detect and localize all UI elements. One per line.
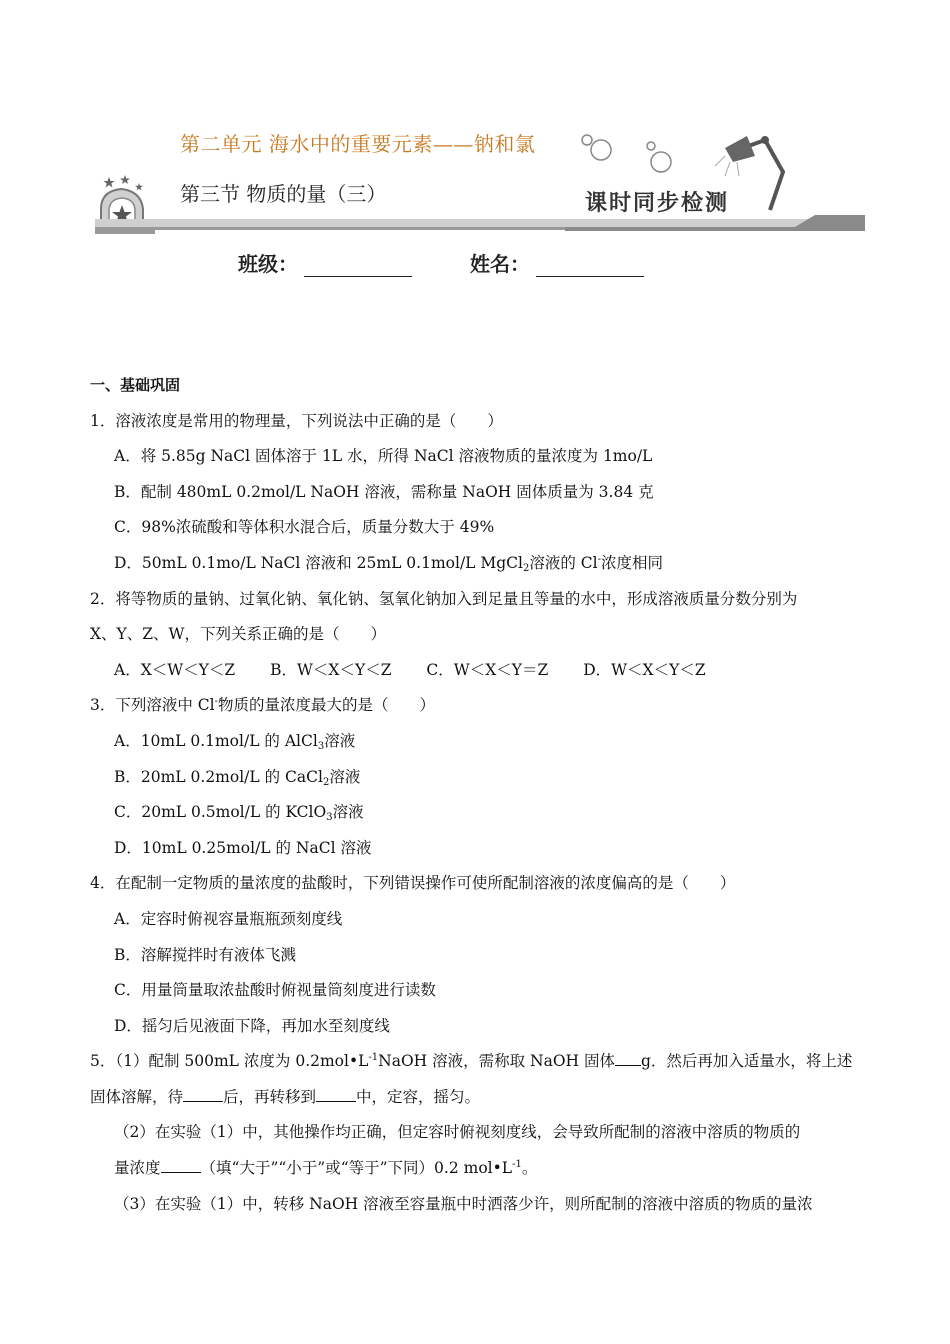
question-5-part-3-line-1: （3）在实验（1）中，转移 NaOH 溶液至容量瓶中时洒落少许，则所配制的溶液中溶质的物质的量浓 [114,1194,813,1213]
name-field[interactable] [470,248,644,277]
question-2-options [90,653,865,689]
question-2-option-c: C．W＜X＜Y＝Z [426,660,549,679]
question-2-stem-line-2: X、Y、Z、W，下列关系正确的是（ ） [90,625,386,644]
question-4-stem: 4．在配制一定物质的量浓度的盐酸时，下列错误操作可使所配制溶液的浓度偏高的是（ ） [90,874,736,893]
question-4-option-c: C．用量筒量取浓盐酸时俯视量筒刻度进行读数 [114,981,436,1000]
question-3-stem: 3．下列溶液中 Cl-物质的量浓度最大的是（ ） [90,696,436,715]
question-5-part-1-line-1: 5．（1）配制 500mL 浓度为 $0.2mol•L^{-1}NaOH$ 溶液，需称取 NaOH 固体 g．然后再加入适量水，将上述 [90,1052,853,1071]
question-5-part-2-line-1: （2）在实验（1）中，其他操作均正确，但定容时俯视刻度线，会导致所配制的溶液中溶质的物质的 [114,1123,801,1142]
section-heading: 一、基础巩固 [90,376,181,394]
question-2-stem-line-1: 2．将等物质的量钠、过氧化钠、氧化钠、氢氧化钠加入到足量且等量的水中，形成溶液质量分数分别为 [90,589,798,608]
question-3-option-d: D．10mL 0.25mol/L 的 NaCl 溶液 [114,838,372,857]
question-3-option-c: C．20mL 0.5mol/L 的 KClO$_3$溶液 [114,803,364,824]
section-title: 第三节 物质的量（三） [180,182,387,206]
question-1-option-d: D．50mL 0.1mo/L NaCl 溶液和 25mL 0.1mol/L MgCl$_2$溶液的 Cl-浓度相同 [114,553,664,574]
name-blank[interactable] [536,254,644,277]
question-4-option-b: B．溶解搅拌时有液体飞溅 [114,945,296,964]
question-1-option-b: B．配制 480mL 0.2mol/L NaOH 溶液，需称量 NaOH 固体质量为 3.84 克 [114,482,654,501]
answer-blank[interactable] [615,1051,641,1066]
header-bar [95,215,865,233]
answer-blank[interactable] [183,1087,223,1102]
lab-title: 课时同步检测 [585,190,730,216]
question-1-option-c: C．98%浓硫酸和等体积水混合后，质量分数大于 49% [114,518,495,537]
question-5-part-1-line-2: 固体溶解，待 后，再转移到 中，定容，摇匀。 [90,1087,481,1106]
question-2-option-b: B．W＜X＜Y＜Z [270,660,392,679]
question-1-stem: 1．溶液浓度是常用的物理量，下列说法中正确的是（ ） [90,411,503,430]
question-4-option-a: A．定容时俯视容量瓶瓶颈刻度线 [114,909,343,928]
name-label: 姓名： [470,252,530,276]
question-3-option-b: B．20mL 0.2mol/L 的 CaCl$_2$溶液 [114,767,361,788]
class-field[interactable] [238,248,412,277]
question-4-option-d: D．摇匀后见液面下降，再加水至刻度线 [114,1016,390,1035]
question-5-part-2-line-2: 量浓度 （填“大于”“小于”或“等于”下同）0.2 $mol•L^{-1}$。 [114,1159,538,1178]
class-blank[interactable] [304,254,412,277]
answer-blank[interactable] [161,1158,201,1173]
class-label: 班级： [238,252,298,276]
question-3-option-a: A．10mL 0.1mol/L 的 AlCl$_3$溶液 [114,731,356,752]
question-2-option-d: D．W＜X＜Y＜Z [583,660,706,679]
question-1-option-a: A．将 5.85g NaCl 固体溶于 1L 水，所得 NaCl 溶液物质的量浓度为 1mo/L [114,447,653,466]
question-2-option-a: A．X＜W＜Y＜Z [114,660,236,679]
page-header [95,118,865,238]
unit-title: 第二单元 海水中的重要元素——钠和氯 [180,132,536,156]
worksheet-body [90,368,865,1222]
answer-blank[interactable] [316,1087,356,1102]
